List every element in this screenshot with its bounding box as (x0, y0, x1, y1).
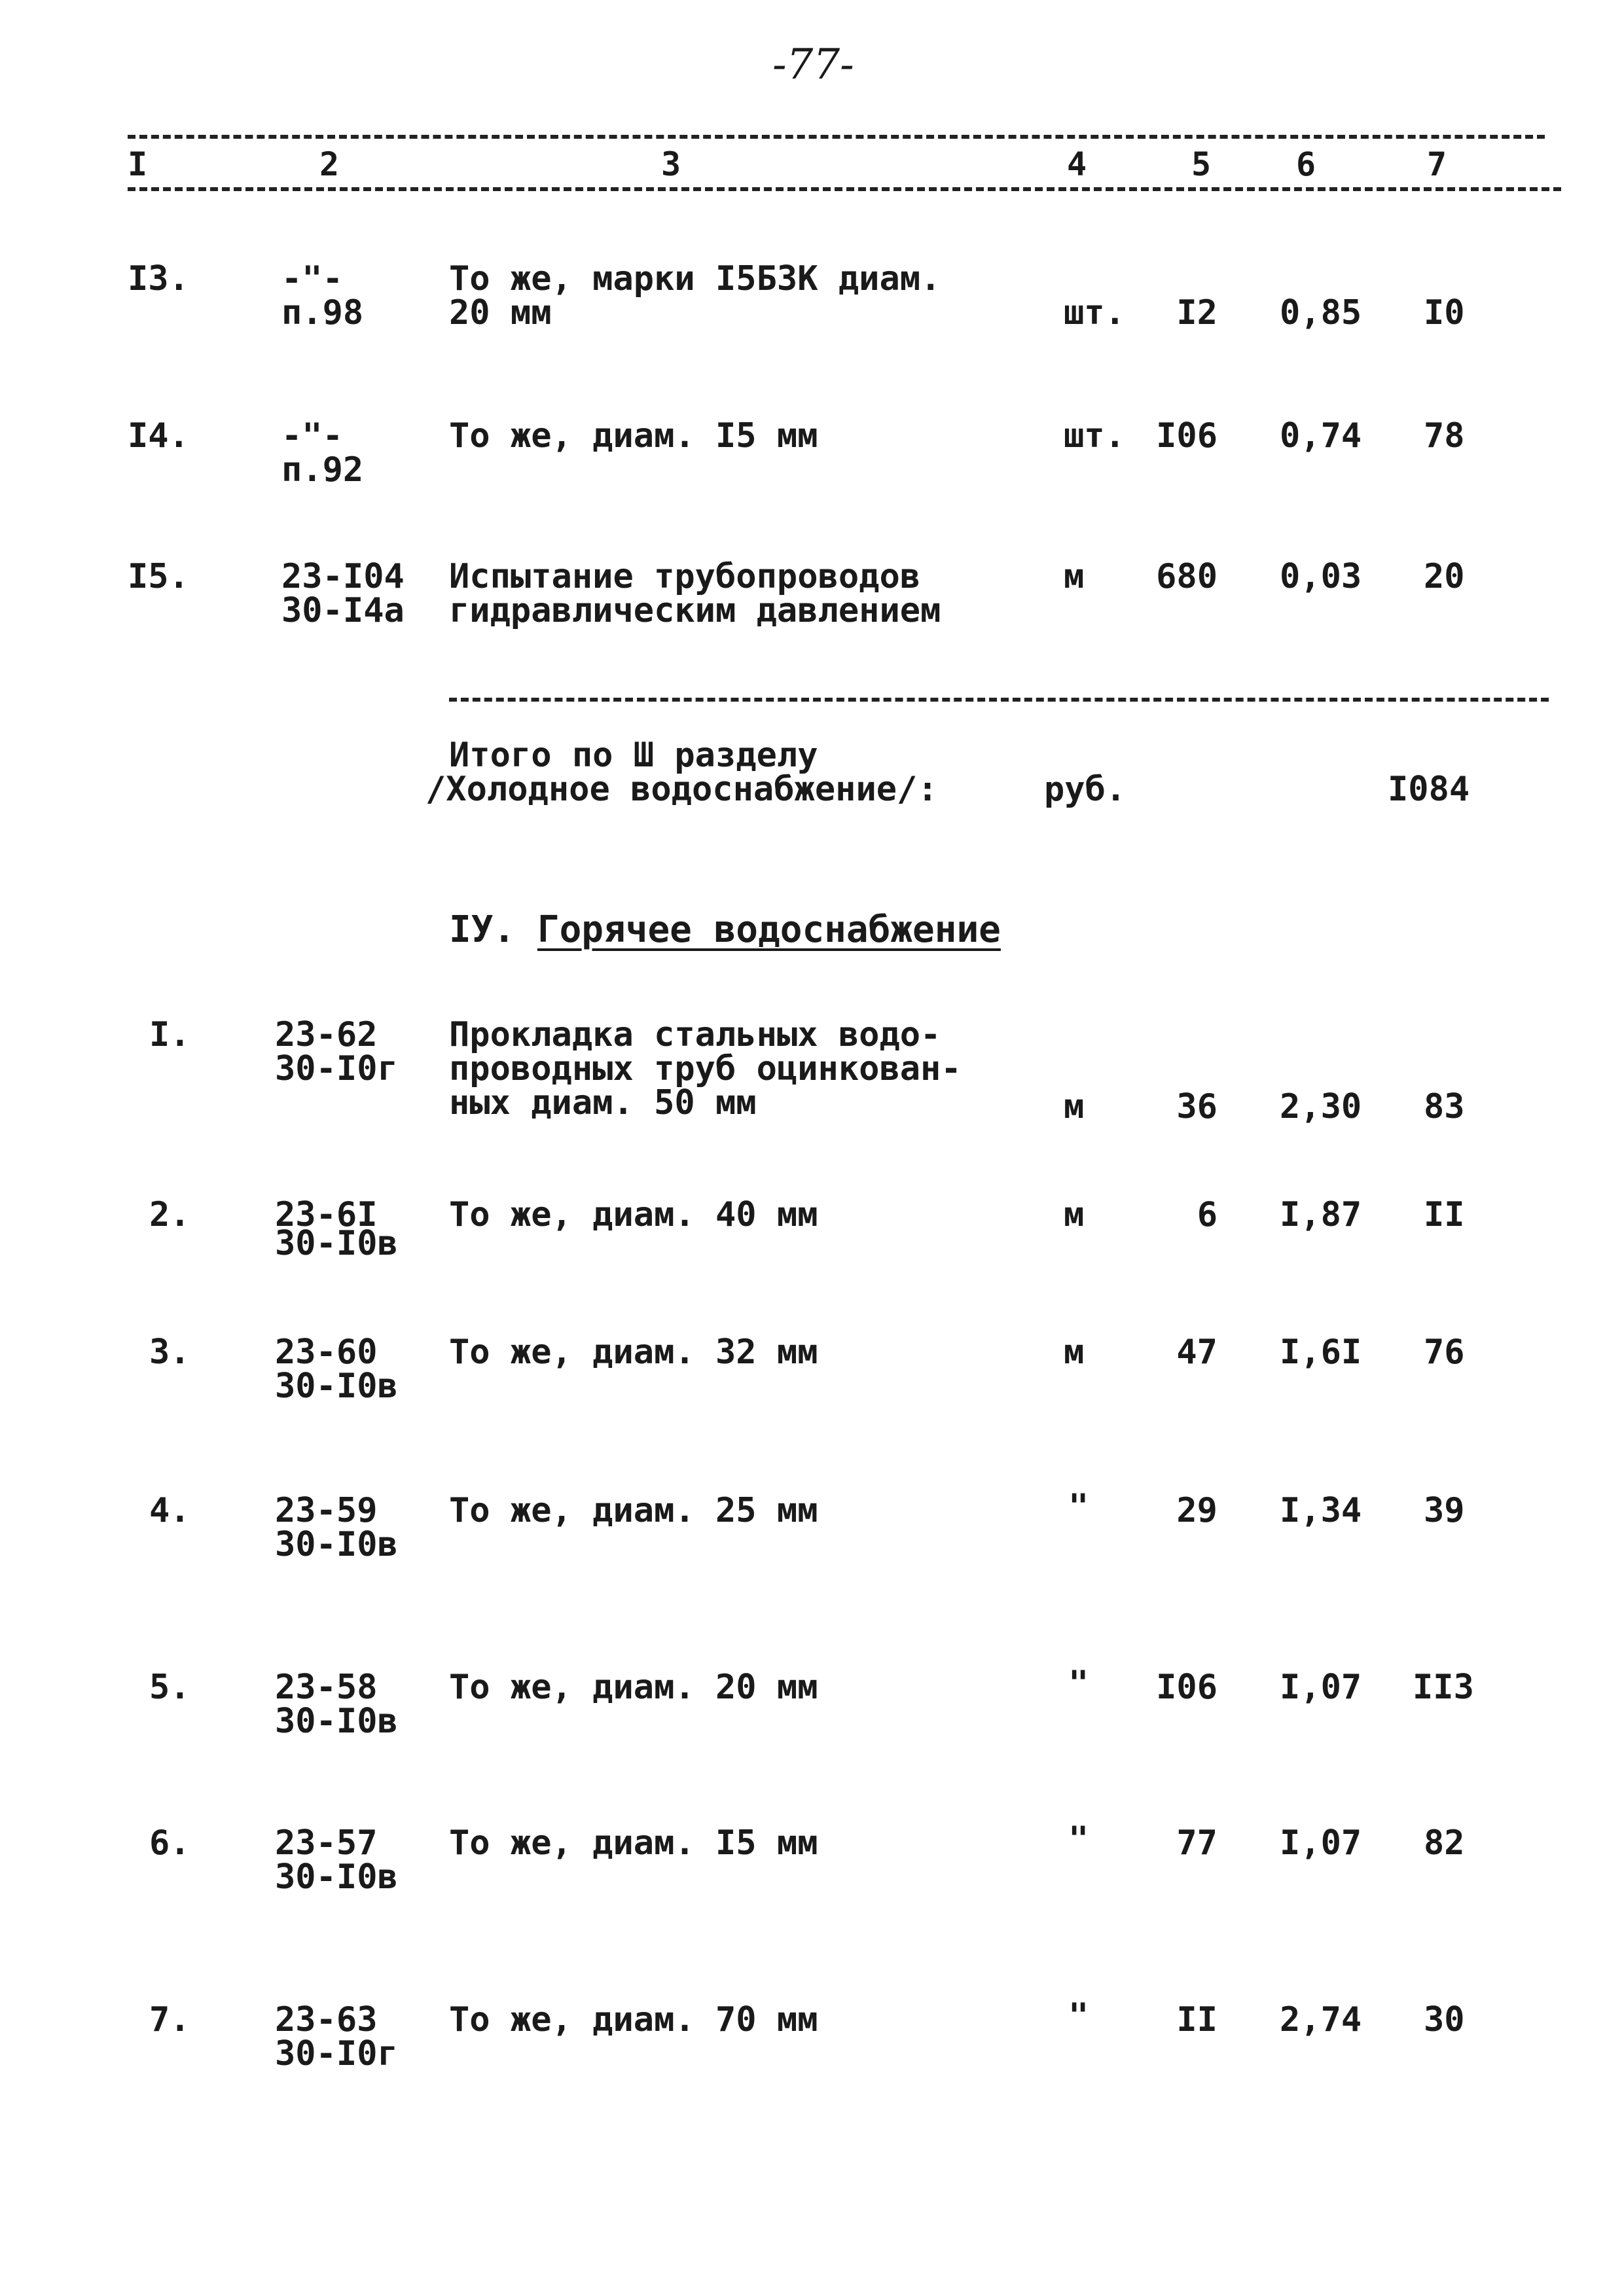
row-quantity: II (1176, 2000, 1218, 2039)
row-total: 20 (1424, 557, 1465, 596)
row-price: 0,74 (1280, 416, 1362, 456)
row-total: 30 (1424, 2000, 1465, 2039)
row-total: II (1424, 1195, 1465, 1234)
row-description-line: То же, диам. I5 мм (449, 416, 818, 456)
row-description-line: гидравлическим давлением (449, 591, 941, 630)
row-number: 2. (149, 1195, 190, 1234)
subtotal-label-line: Итого по Ш разделу (449, 736, 818, 775)
row-number: 7. (149, 2000, 190, 2039)
row-code-2: 30-I0г (275, 2034, 398, 2073)
row-unit: " (1068, 1487, 1089, 1526)
row-price: I,6I (1280, 1333, 1362, 1372)
row-number: I4. (128, 416, 189, 456)
row-total: 78 (1424, 416, 1465, 456)
row-quantity: I2 (1176, 293, 1218, 332)
row-quantity: 29 (1176, 1491, 1218, 1530)
row-description-line: проводных труб оцинкован- (449, 1049, 962, 1088)
row-quantity: 47 (1176, 1333, 1218, 1372)
row-code-1: -"- (281, 259, 343, 298)
row-total: 83 (1424, 1087, 1465, 1126)
col-header-6: 6 (1296, 145, 1316, 183)
row-price: 2,74 (1280, 2000, 1362, 2039)
col-header-4: 4 (1067, 145, 1087, 183)
row-code-1: 23-60 (275, 1333, 378, 1372)
row-unit: м (1064, 1333, 1085, 1372)
row-code-2: п.98 (281, 293, 364, 332)
row-number: 6. (149, 1823, 190, 1863)
header-rule-bottom (128, 187, 1561, 191)
row-total: 39 (1424, 1491, 1465, 1530)
row-code-2: 30-I4а (281, 591, 405, 630)
row-number: I. (149, 1015, 190, 1054)
row-description-line: То же, диам. I5 мм (449, 1823, 818, 1863)
row-code-2: п.92 (281, 450, 364, 490)
row-code-2: 30-I0г (275, 1049, 398, 1088)
page-number: -77- (772, 41, 854, 89)
row-unit: " (1068, 1996, 1089, 2036)
row-quantity: 680 (1156, 557, 1218, 596)
row-quantity: 36 (1176, 1087, 1218, 1126)
row-description-line: То же, марки I5БЗК диам. (449, 259, 941, 298)
section-title: Горячее водоснабжение (537, 908, 1001, 951)
row-quantity: I06 (1156, 1668, 1218, 1707)
row-unit: " (1068, 1664, 1089, 1703)
row-number: I3. (128, 259, 189, 298)
row-price: I,07 (1280, 1668, 1362, 1707)
row-unit: " (1068, 1820, 1089, 1859)
row-description-line: То же, диам. 25 мм (449, 1491, 818, 1530)
row-price: I,07 (1280, 1823, 1362, 1863)
row-code-1: 23-62 (275, 1015, 378, 1054)
col-header-3: 3 (661, 145, 681, 183)
section-heading (449, 908, 1001, 951)
row-code-2: 30-I0в (275, 1857, 398, 1897)
section-number: IУ. (449, 908, 516, 951)
row-description-line: То же, диам. 70 мм (449, 2000, 818, 2039)
col-header-1: I (128, 145, 148, 183)
row-total: I0 (1424, 293, 1465, 332)
row-code-1: 23-6I (275, 1195, 378, 1234)
row-code-1: 23-57 (275, 1823, 378, 1863)
row-description-line: То же, диам. 32 мм (449, 1333, 818, 1372)
subtotal-unit: руб. (1044, 770, 1127, 809)
row-description-line: 20 мм (449, 293, 552, 332)
row-total: II3 (1413, 1668, 1474, 1707)
row-code-2: 30-I0в (275, 1367, 398, 1406)
row-price: 0,85 (1280, 293, 1362, 332)
subtotal-total: I084 (1388, 770, 1470, 809)
row-unit: шт. (1064, 416, 1125, 456)
row-number: I5. (128, 557, 189, 596)
row-code-1: 23-58 (275, 1668, 378, 1707)
subtotal-rule (449, 698, 1549, 702)
row-price: 2,30 (1280, 1087, 1362, 1126)
col-header-2: 2 (319, 145, 340, 183)
row-description-line: То же, диам. 40 мм (449, 1195, 818, 1234)
row-code-1: 23-63 (275, 2000, 378, 2039)
row-code-2: 30-I0в (275, 1702, 398, 1741)
row-quantity: 77 (1176, 1823, 1218, 1863)
row-price: I,34 (1280, 1491, 1362, 1530)
row-price: 0,03 (1280, 557, 1362, 596)
row-quantity: 6 (1197, 1195, 1218, 1234)
row-description-line: ных диам. 50 мм (449, 1083, 757, 1122)
row-description-line: То же, диам. 20 мм (449, 1668, 818, 1707)
row-code-2: 30-I0в (275, 1224, 398, 1263)
row-number: 3. (149, 1333, 190, 1372)
col-header-5: 5 (1191, 145, 1212, 183)
row-quantity: I06 (1156, 416, 1218, 456)
row-code-1: 23-I04 (281, 557, 405, 596)
row-total: 82 (1424, 1823, 1465, 1863)
row-unit: м (1064, 557, 1085, 596)
col-header-7: 7 (1427, 145, 1447, 183)
row-code-1: -"- (281, 416, 343, 456)
row-code-1: 23-59 (275, 1491, 378, 1530)
row-description-line: Испытание трубопроводов (449, 557, 921, 596)
row-code-2: 30-I0в (275, 1525, 398, 1564)
row-number: 4. (149, 1491, 190, 1530)
row-unit: шт. (1064, 293, 1125, 332)
row-unit: м (1064, 1087, 1085, 1126)
row-description-line: Прокладка стальных водо- (449, 1015, 941, 1054)
row-unit: м (1064, 1195, 1085, 1234)
row-price: I,87 (1280, 1195, 1362, 1234)
row-total: 76 (1424, 1333, 1465, 1372)
row-number: 5. (149, 1668, 190, 1707)
subtotal-label-line: /Холодное водоснабжение/: (425, 770, 938, 809)
header-rule-top (128, 135, 1545, 139)
